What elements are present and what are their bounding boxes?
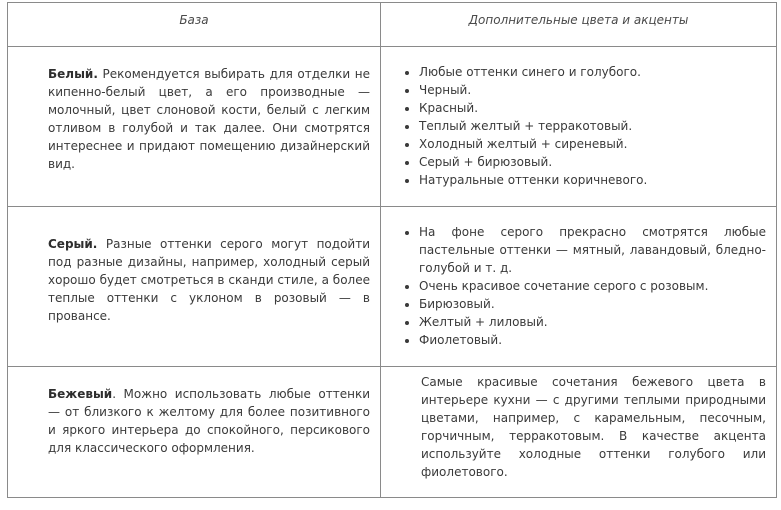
list-item: • Бирюзовый. <box>419 295 766 313</box>
color-description: Рекомендуется выбирать для отделки не кипенно-белый цвет, а его производные — молочный, цвет слоновой кости, белый с легким отливом в голубой и так далее. Они смотрятся интереснее и придают помещению дизайнерский вид. <box>48 67 370 171</box>
list-item: • На фоне серого прекрасно смотрятся любые пастельные оттенки — мятный, лавандовый, бледно-голубой и т. д. <box>419 223 766 277</box>
base-cell-gray <box>8 207 381 367</box>
base-cell-white <box>8 47 381 207</box>
list-item: • Любые оттенки синего и голубого. <box>419 63 766 81</box>
color-description: Разные оттенки серого могут подойти под разные дизайны, например, холодный серый хорошо будет смотреться в сканди стиле, а более теплые оттенки с уклоном в розовый — в провансе. <box>48 237 370 323</box>
header-accents: Дополнительные цвета и акценты <box>381 3 777 47</box>
list-item: • Серый + бирюзовый. <box>419 153 766 171</box>
table-row <box>8 47 777 207</box>
color-combinations-table <box>7 2 777 498</box>
list-item: • Фиолетовый. <box>419 331 766 349</box>
header-base: База <box>8 3 381 47</box>
table-row <box>8 207 777 367</box>
color-name: Бежевый <box>48 387 113 401</box>
base-cell-beige <box>8 367 381 498</box>
table-row <box>8 367 777 498</box>
color-name: Серый. <box>48 237 98 251</box>
accent-list <box>397 63 766 189</box>
list-item: • Желтый + лиловый. <box>419 313 766 331</box>
list-item: • Очень красивое сочетание серого с розовым. <box>419 277 766 295</box>
list-item: • Натуральные оттенки коричневого. <box>419 171 766 189</box>
list-item: • Черный. <box>419 81 766 99</box>
accent-cell-gray <box>381 207 777 367</box>
accent-cell-beige: Самые красивые сочетания бежевого цвета в интерьере кухни — с другими теплыми природными цветами, например, с карамельным, песочным, горчичным, терракотовым. В качестве акцента используйте холодные оттенки голубого или фиолетового. <box>381 367 777 498</box>
list-item: • Холодный желтый + сиреневый. <box>419 135 766 153</box>
list-item: • Красный. <box>419 99 766 117</box>
color-name: Белый. <box>48 67 98 81</box>
accent-cell-white <box>381 47 777 207</box>
list-item: • Теплый желтый + терракотовый. <box>419 117 766 135</box>
accent-list <box>397 223 766 349</box>
color-description: . Можно использовать любые оттенки — от близкого к желтому для более позитивного и яркого интерьера до спокойного, персикового для классического оформления. <box>48 387 370 455</box>
